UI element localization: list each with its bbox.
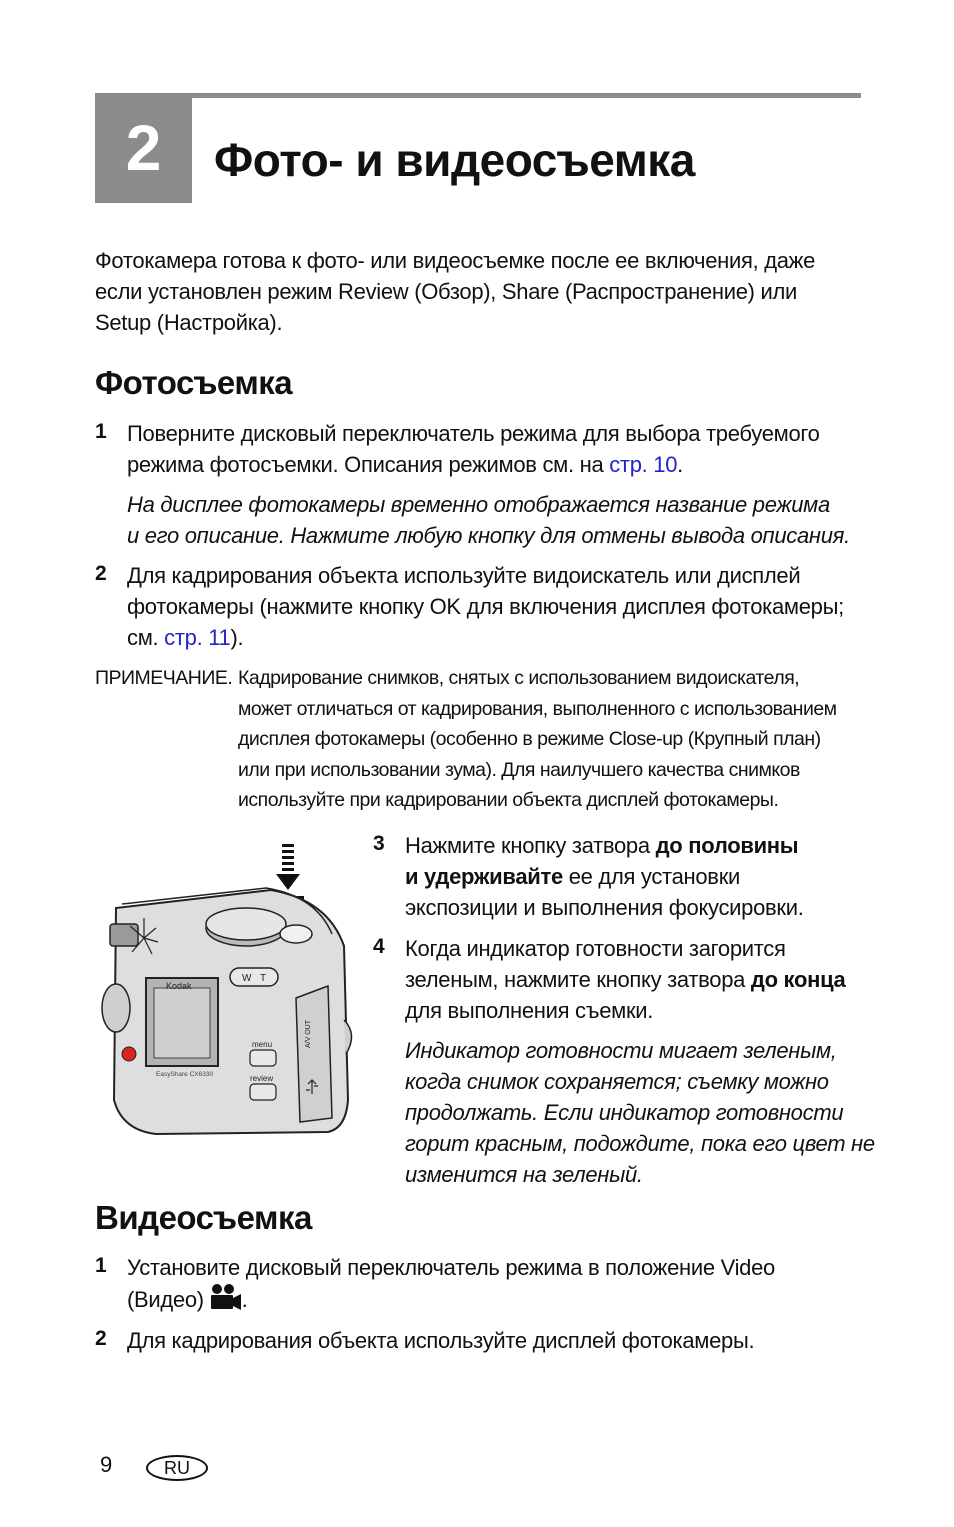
intro-line: Setup (Настройка).: [95, 310, 283, 335]
step-1-description: [127, 489, 850, 551]
viewfinder: [110, 924, 138, 946]
step-line: см. стр. 11).: [127, 625, 244, 650]
note-text: [238, 663, 837, 816]
note-line: может отличаться от кадрирования, выполненного с использованием: [238, 697, 837, 720]
step-line: Индикатор готовности мигает зеленым,: [405, 1038, 837, 1063]
intro-line: Фотокамера готова к фото- или видеосъемке после ее включения, даже: [95, 248, 816, 273]
review-label: review: [250, 1074, 274, 1083]
step-line: и удерживайте ее для установки: [405, 864, 741, 889]
intro-line: если установлен режим Review (Обзор), Share (Распространение) или: [95, 279, 797, 304]
step-line: На дисплее фотокамеры временно отображается название режима: [127, 492, 830, 517]
menu-button: [250, 1050, 276, 1066]
step-line: (Видео) .: [127, 1283, 775, 1315]
note-line: дисплея фотокамеры (особенно в режиме Close-up (Крупный план): [238, 728, 821, 750]
step-number: 4: [373, 935, 385, 958]
step-line: экспозиции и выполнения фокусировки.: [405, 895, 804, 920]
camera-illustration: [96, 838, 360, 1138]
step-line: продолжать. Если индикатор готовности: [405, 1100, 844, 1125]
video-camera-icon: [210, 1283, 242, 1311]
step-line: изменится на зеленый.: [405, 1162, 643, 1187]
step-1-text: [127, 418, 820, 480]
video-step-1-text: [127, 1252, 775, 1315]
camera-model: EasyShare CX6330: [156, 1071, 214, 1078]
page-link-10[interactable]: стр. 10: [609, 452, 678, 477]
zoom-lever: [230, 968, 278, 986]
step-3-text: [405, 830, 804, 923]
step-line: Поверните дисковый переключатель режима для выбора требуемого: [127, 421, 820, 446]
four-way-controller: [102, 984, 130, 1032]
step-number: 2: [95, 562, 107, 585]
chapter-rule: [192, 93, 861, 98]
step-line: Установите дисковый переключатель режима в положение Video: [127, 1255, 775, 1280]
step-number: 1: [95, 1254, 107, 1277]
step-line: Для кадрирования объекта используйте дисплей фотокамеры.: [127, 1328, 755, 1353]
side-panel: [296, 986, 332, 1122]
step-line: Для кадрирования объекта используйте видоискатель или дисплей: [127, 563, 801, 588]
page-number: 9: [100, 1452, 113, 1477]
step-number: 1: [95, 420, 107, 443]
chapter-number: 2: [95, 93, 192, 203]
step-2-text: [127, 560, 844, 653]
note-label: ПРИМЕЧАНИЕ.: [95, 667, 233, 689]
step-number: 3: [373, 832, 385, 855]
step-number: 2: [95, 1327, 107, 1350]
zoom-wide-label: W: [242, 973, 252, 984]
av-out-label: A/V OUT: [305, 1019, 312, 1048]
step-line: для выполнения съемки.: [405, 998, 654, 1023]
page-link-11[interactable]: стр. 11: [164, 625, 231, 650]
note-line: Кадрирование снимков, снятых с использованием видоискателя,: [238, 667, 800, 689]
step-line: режима фотосъемки. Описания режимов см. на стр. 10.: [127, 452, 683, 477]
language-badge: RU: [146, 1455, 208, 1481]
menu-label: menu: [252, 1040, 273, 1049]
step-4-description: [405, 1035, 875, 1190]
step-line: и его описание. Нажмите любую кнопку для отмены вывода описания.: [127, 523, 850, 548]
shutter-button: [280, 925, 312, 943]
camera-brand: Kodak: [166, 981, 192, 991]
step-line: Когда индикатор готовности загорится: [405, 936, 786, 961]
step-line: Нажмите кнопку затвора до половины: [405, 833, 799, 858]
step-line: горит красным, подождите, пока его цвет не: [405, 1131, 875, 1156]
step-line: фотокамеры (нажмите кнопку OK для включения дисплея фотокамеры;: [127, 594, 844, 619]
step-line: зеленым, нажмите кнопку затвора до конца: [405, 967, 846, 992]
step-line: когда снимок сохраняется; съемку можно: [405, 1069, 829, 1094]
delete-button: [122, 1047, 136, 1061]
intro-paragraph: [95, 245, 815, 338]
note-line: используйте при кадрировании объекта дисплей фотокамеры.: [238, 789, 779, 811]
section-heading-photo: Фотосъемка: [95, 364, 293, 401]
review-button: [250, 1084, 276, 1100]
chapter-title: Фото- и видеосъемка: [214, 134, 695, 186]
section-heading-video: Видеосъемка: [95, 1199, 312, 1236]
step-4-text: [405, 933, 846, 1026]
note-line: или при использовании зума). Для наилучшего качества снимков: [238, 758, 800, 781]
video-step-2-text: [127, 1325, 754, 1356]
zoom-tele-label: T: [260, 973, 267, 984]
